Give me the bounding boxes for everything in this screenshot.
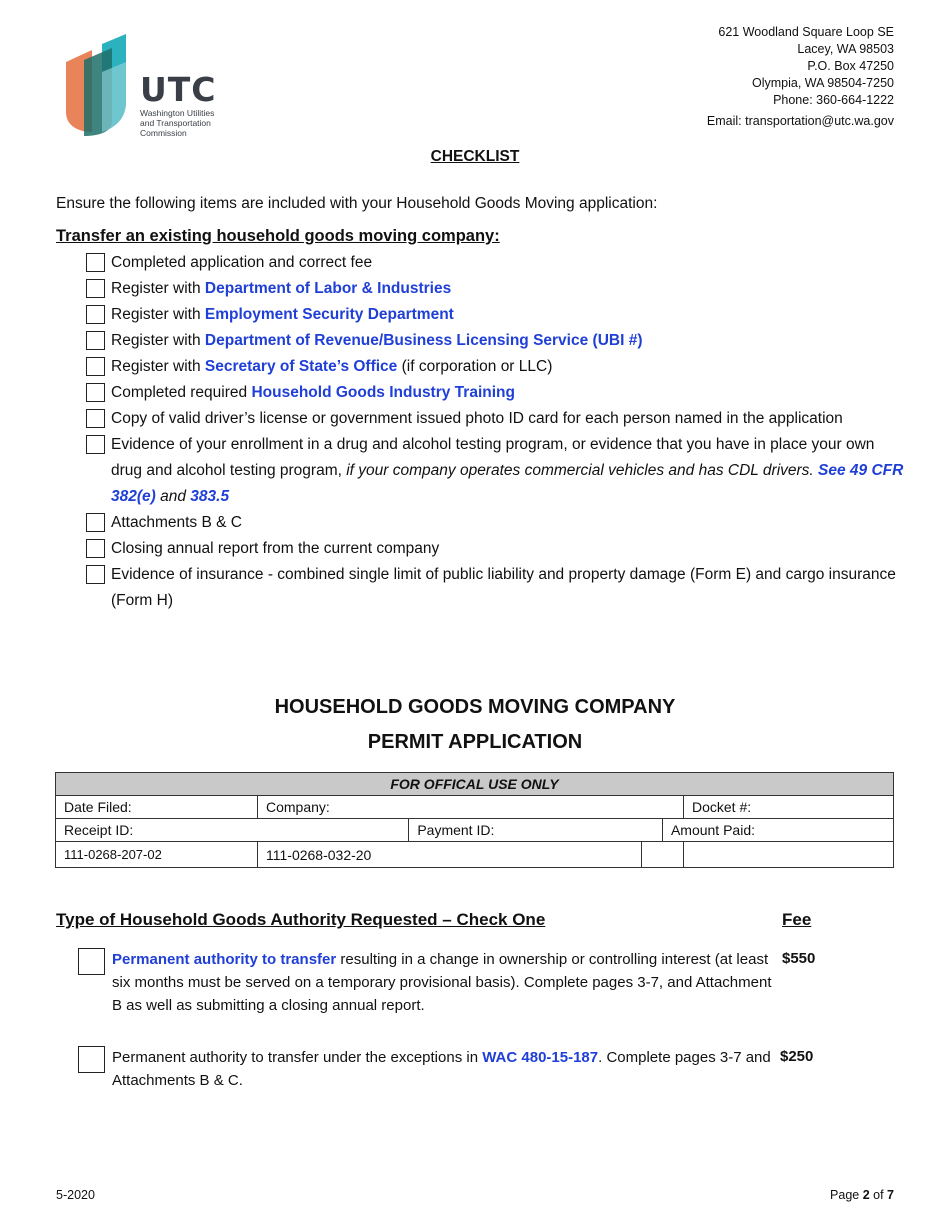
checkbox[interactable] xyxy=(86,279,105,298)
receipt-id-label: Receipt ID: xyxy=(56,819,409,842)
contact-address: 621 Woodland Square Loop SE Lacey, WA 98503 P.O. Box 47250 Olympia, WA 98504-7250 Phone: 360-664-1222 Email: transportation@utc.wa.gov xyxy=(706,25,894,128)
authority-section-title: Type of Household Goods Authority Requested – Check One xyxy=(56,910,546,929)
checkbox[interactable] xyxy=(86,409,105,428)
employment-security-link[interactable]: Employment Security Department xyxy=(204,306,454,323)
form-number: 5-2020 xyxy=(56,1188,95,1202)
labor-industries-link[interactable]: Department of Labor & Industries xyxy=(204,280,452,297)
blank-cell xyxy=(641,842,683,868)
payment-id-label: Payment ID: xyxy=(409,819,663,842)
checkbox[interactable] xyxy=(86,513,105,532)
checklist-item: Attachments B & C xyxy=(86,510,906,536)
checklist-item: Completed application and correct fee xyxy=(86,250,906,276)
utc-logo xyxy=(62,32,232,142)
checklist-item: Register with Employment Security Department xyxy=(86,302,906,328)
authority-option: Permanent authority to transfer under the exceptions in WAC 480-15-187. Complete pages 3-7 and Attachments B & C. xyxy=(78,1046,778,1092)
cfr-382-link[interactable]: See 49 CFR 382(e) xyxy=(111,462,904,505)
checkbox[interactable] xyxy=(86,539,105,558)
checklist-item: Evidence of your enrollment in a drug and alcohol testing program, or evidence that you have in place your own drug and alcohol testing program, if your company operates commercial vehicles and has CDL drivers. See 49 CFR 382(e) and 383.5 xyxy=(86,432,906,510)
payment-id-value: 111-0268-032-20 xyxy=(258,842,642,868)
permanent-transfer-link[interactable]: Permanent authority to transfer xyxy=(112,951,337,968)
transfer-section-title: Transfer an existing household goods moving company: xyxy=(56,227,500,245)
blank-cell xyxy=(684,842,894,868)
application-title-line2: PERMIT APPLICATION xyxy=(367,731,583,753)
industry-training-link[interactable]: Household Goods Industry Training xyxy=(251,384,515,401)
amount-paid-label: Amount Paid: xyxy=(662,819,893,842)
checklist-item: Copy of valid driver’s license or government issued photo ID card for each person named in the application xyxy=(86,406,906,432)
checklist-title: CHECKLIST xyxy=(430,148,520,165)
fee-header: Fee xyxy=(782,910,812,929)
checklist-item: Evidence of insurance - combined single limit of public liability and property damage (Form E) and cargo insurance (Form H) xyxy=(86,562,906,614)
checkbox[interactable] xyxy=(86,565,105,584)
utc-logo-mark-icon xyxy=(62,32,132,142)
date-filed-label: Date Filed: xyxy=(56,796,258,819)
docket-label: Docket #: xyxy=(684,796,894,819)
logo-text: UTC xyxy=(140,70,217,109)
checkbox[interactable] xyxy=(86,435,105,454)
checkbox[interactable] xyxy=(86,331,105,350)
checkbox[interactable] xyxy=(78,948,105,975)
checklist-item: Completed required Household Goods Industry Training xyxy=(86,380,906,406)
fee-amount: $550 xyxy=(782,950,816,967)
official-use-table xyxy=(55,772,894,868)
logo-subtitle: Washington Utilities and Transportation Commission xyxy=(140,108,215,138)
checkbox[interactable] xyxy=(86,357,105,376)
checkbox[interactable] xyxy=(86,305,105,324)
checklist-intro: Ensure the following items are included with your Household Goods Moving application: xyxy=(56,195,658,212)
checkbox[interactable] xyxy=(78,1046,105,1073)
checklist-item: Register with Department of Labor & Industries xyxy=(86,276,906,302)
company-label: Company: xyxy=(258,796,684,819)
checklist-item: Closing annual report from the current company xyxy=(86,536,906,562)
revenue-licensing-link[interactable]: Department of Revenue/Business Licensing Service (UBI #) xyxy=(204,332,643,349)
checklist-item: Register with Department of Revenue/Business Licensing Service (UBI #) xyxy=(86,328,906,354)
wac-480-15-187-link[interactable]: WAC 480-15-187 xyxy=(482,1049,599,1066)
checklist-items xyxy=(86,250,906,614)
page-number: Page 2 of 7 xyxy=(830,1188,894,1202)
contact-email: Email: transportation@utc.wa.gov xyxy=(706,114,894,128)
receipt-id-value: 111-0268-207-02 xyxy=(56,842,258,868)
application-title-line1: HOUSEHOLD GOODS MOVING COMPANY xyxy=(274,696,676,718)
checklist-item: Register with Secretary of State’s Office (if corporation or LLC) xyxy=(86,354,906,380)
secretary-of-state-link[interactable]: Secretary of State’s Office xyxy=(204,358,398,375)
cfr-383-link[interactable]: 383.5 xyxy=(190,488,230,505)
official-use-header: FOR OFFICAL USE ONLY xyxy=(56,773,894,796)
authority-option: Permanent authority to transfer resulting in a change in ownership or controlling interest (at least six months must be served on a temporary provisional basis). Complete pages 3-7, and Attachment B as well as submitting a closing annual report. xyxy=(78,948,778,1017)
checkbox[interactable] xyxy=(86,383,105,402)
checkbox[interactable] xyxy=(86,253,105,272)
fee-amount: $250 xyxy=(780,1048,814,1065)
